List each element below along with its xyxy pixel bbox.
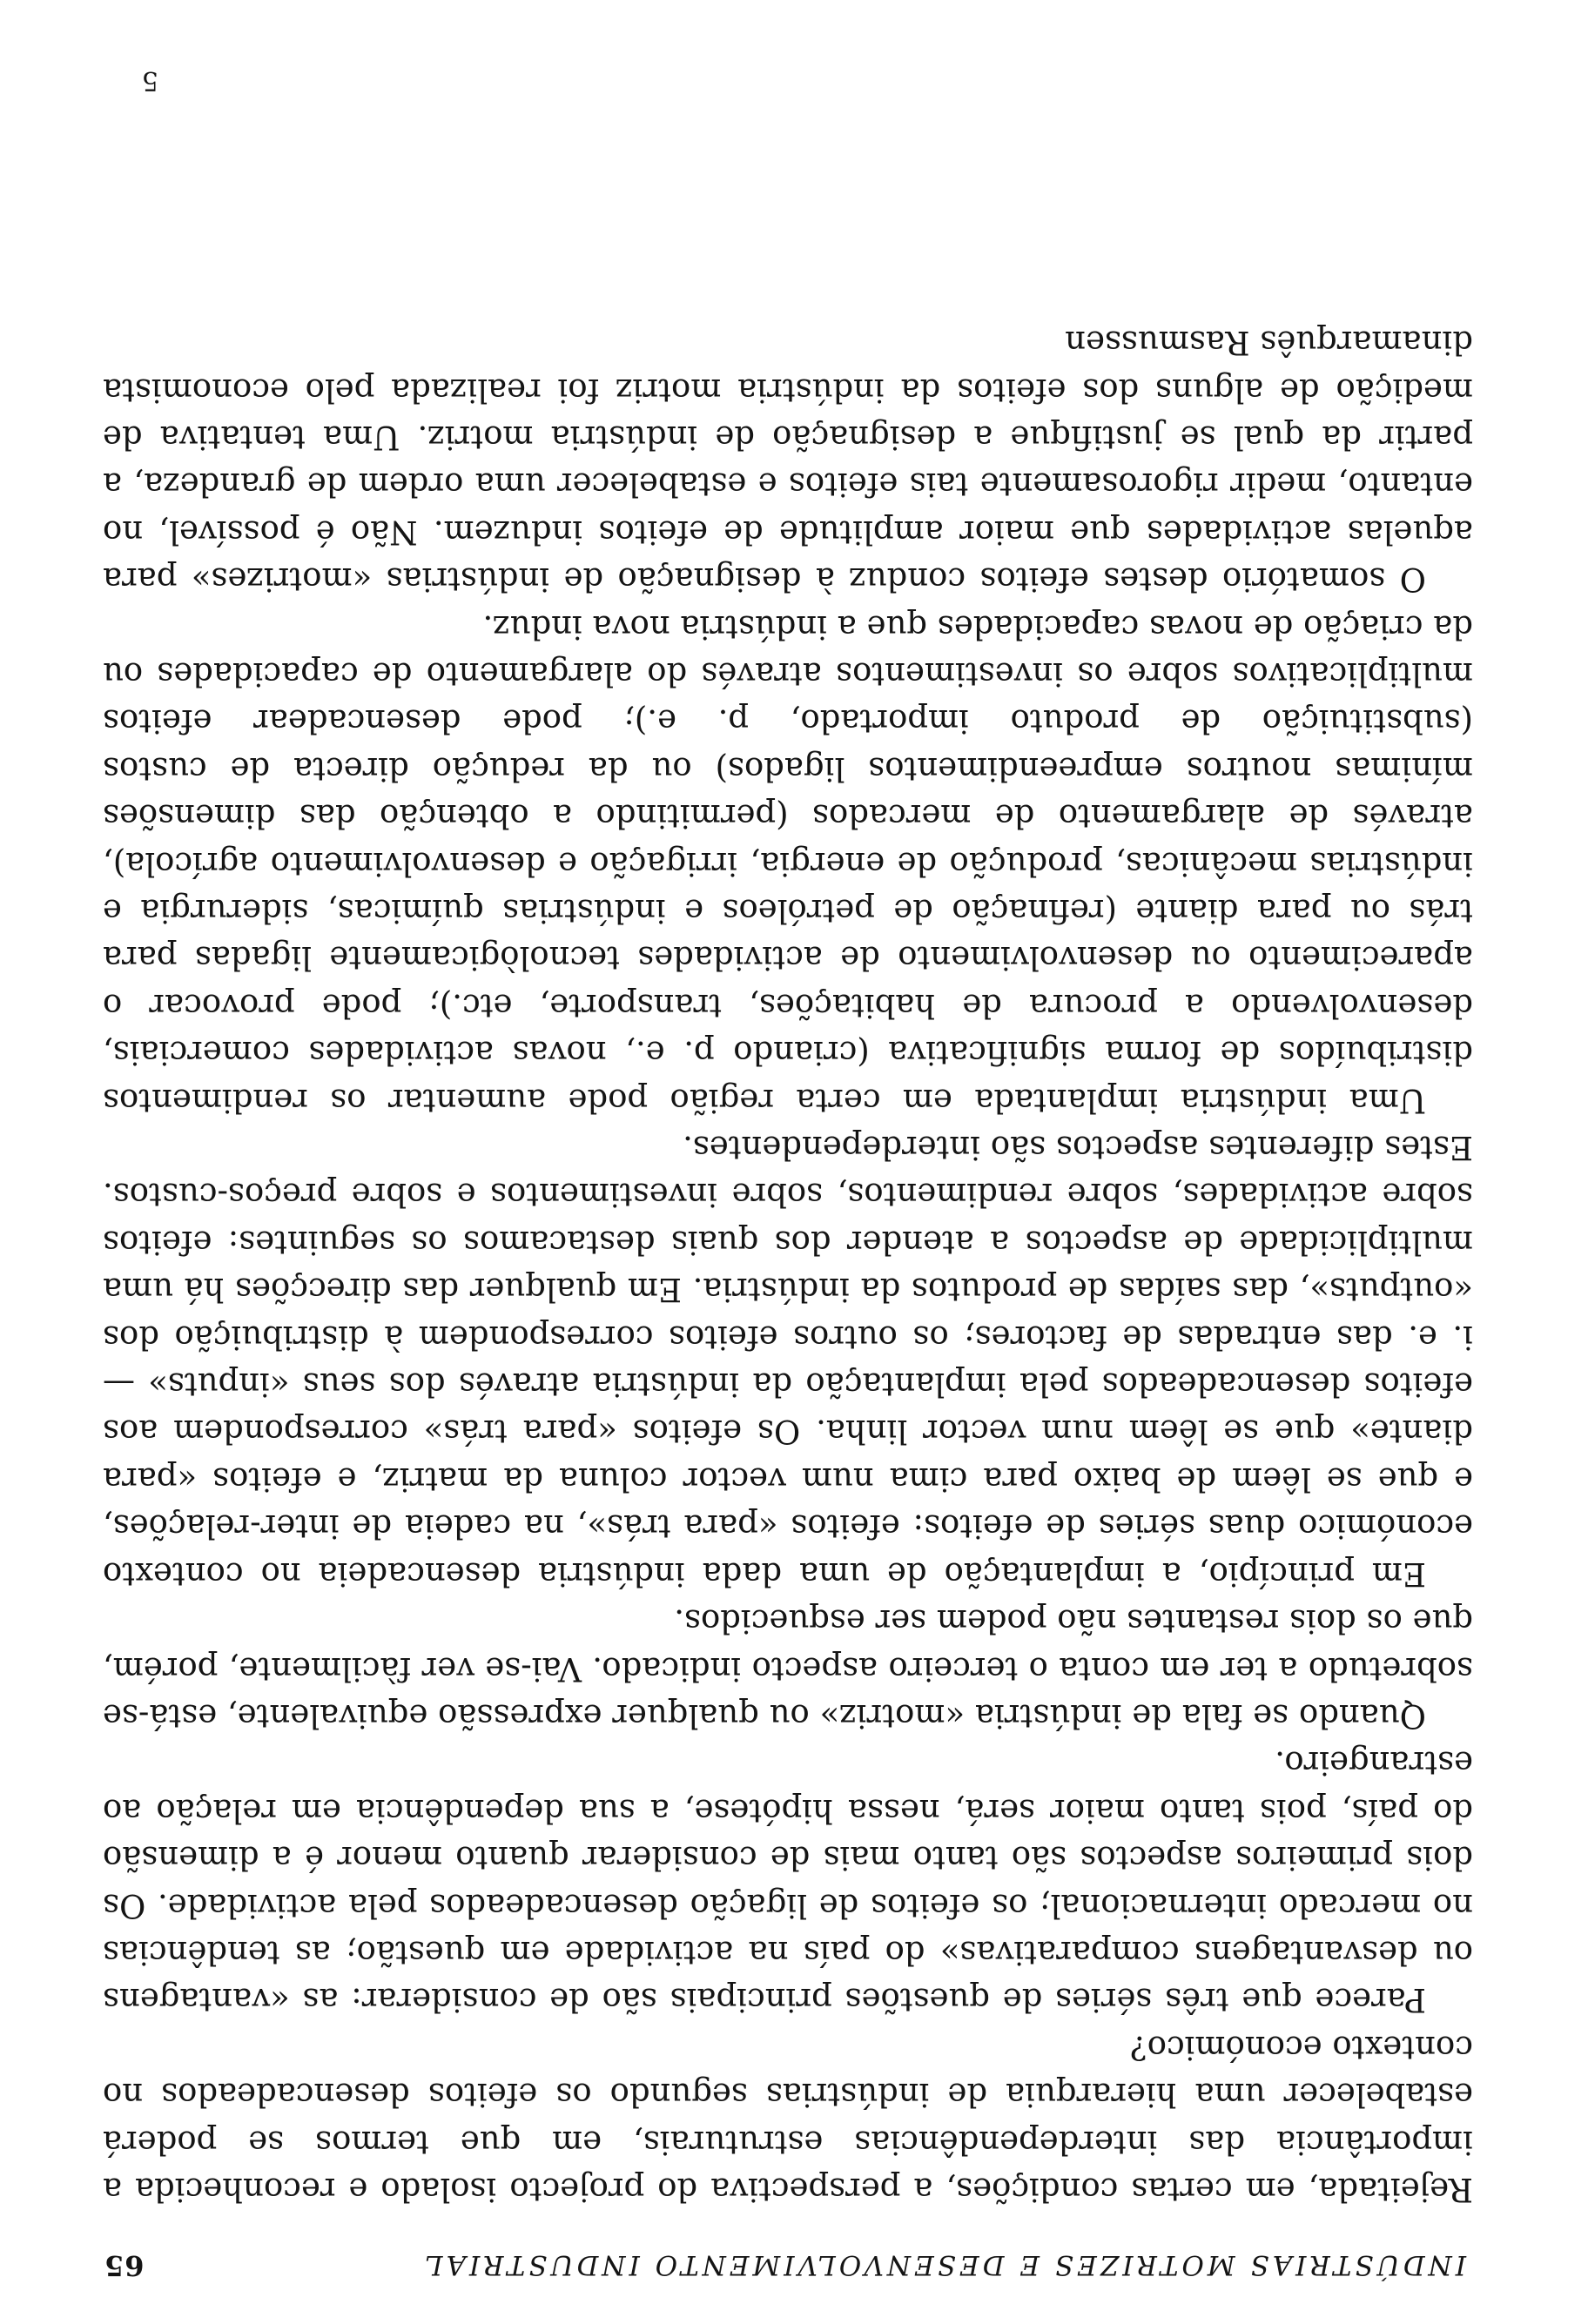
paragraph: Rejeitada, em certas condições, a perspectiva do projecto isolado e reconhecida a importância das interdependências estruturais, em que termos se poderá estabelecer uma hierarquia de indústrias segundo os efeitos desencadeados no contexto económico? [103, 2028, 1473, 2208]
paragraph: O somatório destes efeitos conduz à designação de indústrias «motrizes» para aquelas actividades que maior amplitude de efeitos induzem. Não é possível, no entanto, medir rigorosamente tais efeitos e estabelecer uma ordem de grandeza, a partir da qual se justifique a designação de indústria motriz. Uma tentativa de medição de alguns dos efeitos da indústria motriz foi realizada pelo economista dinamarquês Rasmussen [103, 324, 1473, 599]
running-head-title: INDÚSTRIAS MOTRIZES E DESENVOLVIMENTO INDUSTRIAL [421, 2249, 1466, 2280]
signature-mark: 5 [141, 65, 158, 96]
running-head [104, 2242, 1466, 2282]
paragraph: Uma indústria implantada em certa região pode aumentar os rendimentos distribuídos de forma significativa (criando p. e., novas actividades comerciais, desenvolvendo a procura de habitações, transporte, etc.); pode provocar o aparecimento ou desenvolvimento de actividades tecnològicamente ligadas para trás ou para diante (refinação de petróleos e indústrias químicas, siderurgia e indústrias mecânicas, produção de energia, irrigação e desenvolvimento agrícola), através de alargamento de mercados (permitindo a obtenção das dimensões mínimas noutros empreendimentos ligados) ou da redução directa de custos (substituição de produto importado, p. e.); pode desencadear efeitos multiplicativos sobre os investimentos através do alargamento de capacidades ou da criação de novas capacidades que a indústria nova induz. [103, 608, 1473, 1119]
paragraph: Parece que três séries de questões principais são de considerar: as «vantagens ou desvantagens comparativas» do país na actividade em questão; as tendências no mercado internacional; os efeitos de ligação desencadeados pela actividade. Os dois primeiros aspectos são tanto mais de considerar quanto menor é a dimensão do país, pois tanto maior será, nessa hipótese, a sua dependência em relação ao estrangeiro. [103, 1744, 1473, 2019]
body-text [103, 319, 1473, 2213]
page-number: 65 [104, 2249, 145, 2282]
paragraph: Quando se fala de indústria «motriz» ou qualquer expressão equivalente, está-se sobretudo a ter em conta o terceiro aspecto indicado. Vai-se ver fàcilmente, porém, que os dois restantes não podem ser esquecidos. [103, 1602, 1473, 1735]
paragraph: Em princípio, a implantação de uma dada indústria desencadeia no contexto económico duas séries de efeitos: efeitos «para trás», na cadeia de inter-relações, e que se lêem de baixo para cima num vector coluna da matriz, e efeitos «para diante» que se lêem num vector linha. Os efeitos «para trás» correspondem aos efeitos desencadeados pela implantação da indústria através dos seus «inputs» — i. e. das entradas de factores; os outros efeitos correspondem à distribuição dos «outputs», das saídas de produtos da indústria. Em qualquer das direcções há uma multiplicidade de aspectos a atender dos quais destacamos os seguintes: efeitos sobre actividades, sobre rendimentos, sobre investimentos e sobre preços-custos. Estes diferentes aspectos são interdependentes. [103, 1129, 1473, 1593]
